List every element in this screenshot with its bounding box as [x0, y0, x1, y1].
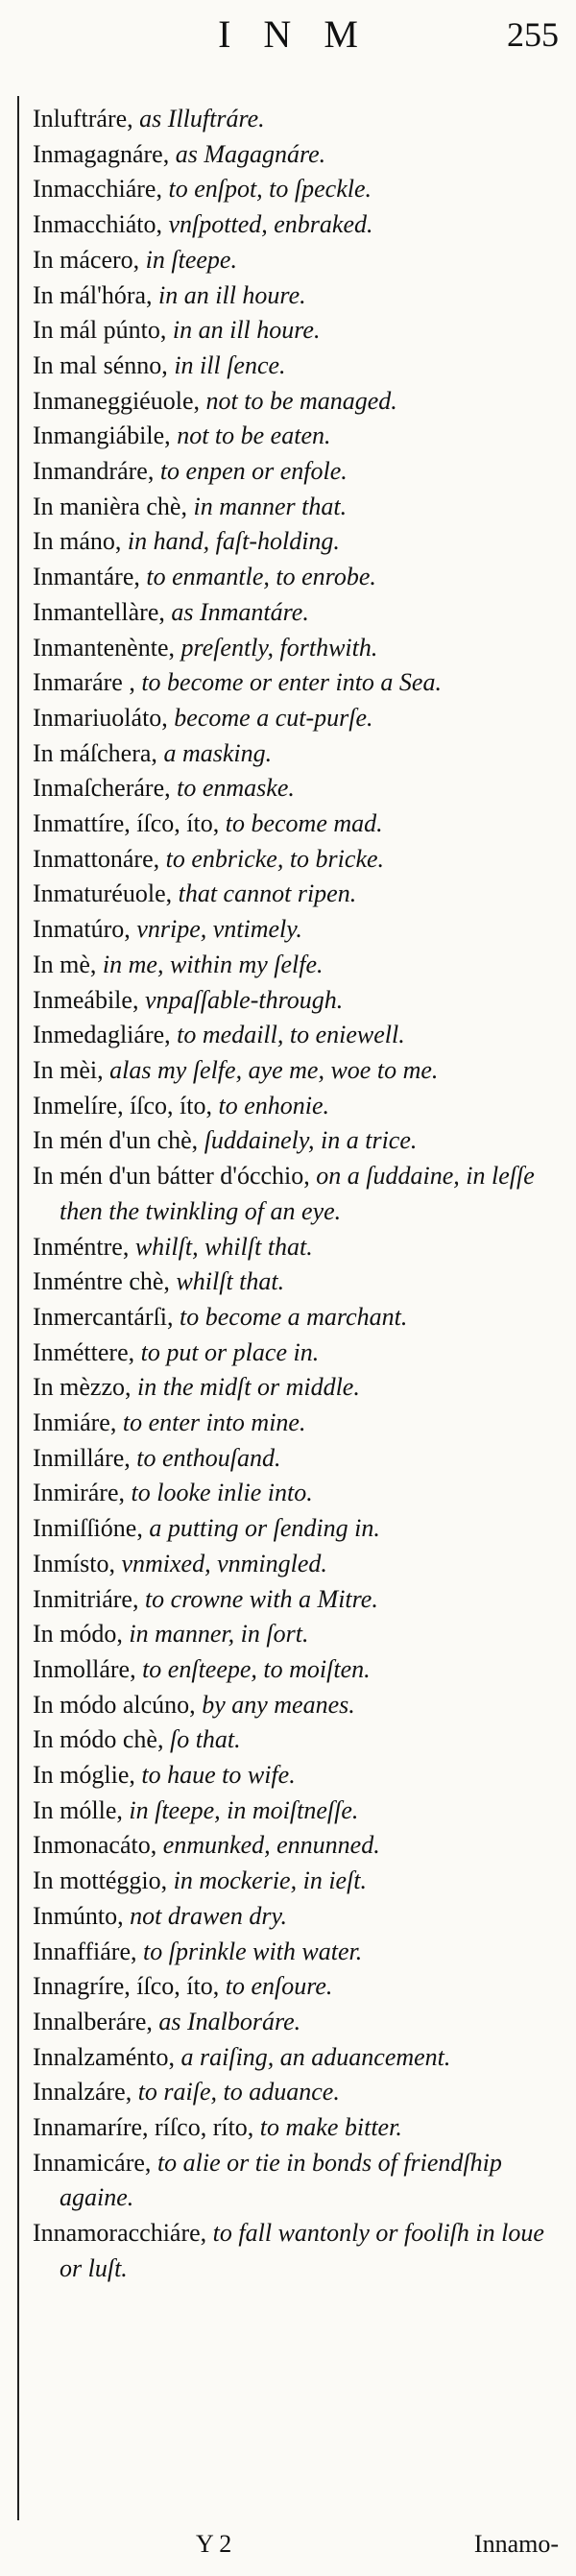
entry-headword: In mén d'un chè, — [33, 1126, 199, 1155]
dictionary-entry — [33, 1089, 559, 1124]
entry-gloss: that cannot ripen. — [172, 879, 357, 908]
entry-gloss: to fall wantonly or fooliſh in loue or luſt. — [60, 2219, 544, 2282]
entry-headword: Innaffiáre, — [33, 1937, 137, 1965]
entry-headword: In mál púnto, — [33, 316, 167, 345]
signature-mark: Y 2 — [196, 2530, 232, 2558]
dictionary-entry — [33, 771, 559, 807]
running-head — [0, 4, 576, 65]
entry-headword: Inmagagnáre, — [33, 139, 170, 168]
entry-headword: In mén d'un bátter d'ócchio, — [33, 1162, 310, 1191]
entry-gloss: to become mad. — [219, 809, 383, 838]
entry-gloss: to enbricke, to bricke. — [159, 844, 385, 873]
dictionary-entry — [33, 137, 559, 173]
dictionary-entry — [33, 419, 559, 454]
entry-gloss: not to be managed. — [200, 386, 397, 415]
entry-gloss: to enſpot, to ſpeckle. — [161, 175, 372, 204]
entry-gloss: to enſoure. — [219, 1972, 333, 2001]
entry-gloss: to become or enter into a Sea. — [134, 668, 442, 697]
entry-headword: In mólle, — [33, 1795, 123, 1824]
entry-headword: Inmariuoláto, — [33, 703, 168, 732]
entry-headword: Inmúnto, — [33, 1901, 124, 1930]
entry-headword: Innalzáre, — [33, 2078, 132, 2107]
entry-gloss: to enthouſand. — [130, 1443, 281, 1472]
entry-headword: Inmedagliáre, — [33, 1021, 171, 1049]
entry-gloss: to enter into mine. — [116, 1408, 306, 1437]
dictionary-entry — [33, 842, 559, 878]
entry-headword: In mácero, — [33, 245, 140, 274]
dictionary-entry — [33, 736, 559, 772]
entry-gloss: to enmantle, to enrobe. — [139, 563, 376, 591]
entry-headword: Inméttere, — [33, 1337, 135, 1366]
entry-headword: Innamicáre, — [33, 2148, 152, 2177]
entry-headword: In mè, — [33, 950, 97, 978]
entry-gloss: to alie or tie in bonds of friendſhip againe. — [60, 2148, 502, 2212]
entry-gloss: vnmixed, vnmingled. — [114, 1549, 327, 1577]
entry-gloss: preſently, forthwith. — [175, 633, 378, 662]
dictionary-entry — [33, 1511, 559, 1547]
dictionary-entry — [33, 1159, 559, 1229]
entry-headword: Inmonacáto, — [33, 1831, 157, 1860]
entry-gloss: to crowne with a Mitre. — [138, 1584, 378, 1613]
dictionary-entry — [33, 243, 559, 278]
entry-headword: In mèi, — [33, 1055, 104, 1084]
entry-headword: In mal sénno, — [33, 350, 168, 379]
entry-gloss: to enpen or enfole. — [154, 457, 348, 486]
dictionary-entry — [33, 912, 559, 948]
entry-gloss: not drawen dry. — [123, 1901, 288, 1930]
entry-headword: Inmolláre, — [33, 1654, 136, 1683]
entry-gloss: to enſteepe, to moiſten. — [135, 1654, 371, 1683]
entry-gloss: to make bitter. — [253, 2113, 402, 2142]
entry-gloss: vnripe, vntimely. — [130, 915, 302, 944]
entry-gloss: as Inmantáre. — [164, 597, 309, 626]
dictionary-entry — [33, 1264, 559, 1300]
dictionary-entry — [33, 1758, 559, 1794]
dictionary-entry — [33, 524, 559, 560]
entry-gloss: alas my ſelfe, aye me, woe to me. — [103, 1055, 439, 1084]
entry-gloss: become a cut-purſe. — [167, 703, 373, 732]
entry-headword: Inmattonáre, — [33, 844, 160, 873]
entry-gloss: in ſteepe. — [139, 245, 237, 274]
dictionary-entry — [33, 701, 559, 736]
entry-headword: Inmitriáre, — [33, 1584, 139, 1613]
entry-headword: In máno, — [33, 527, 122, 556]
dictionary-entry — [33, 1935, 559, 1970]
dictionary-entry — [33, 454, 559, 490]
dictionary-entry — [33, 1688, 559, 1723]
entry-headword: Inmiráre, — [33, 1479, 126, 1507]
dictionary-entry — [33, 1053, 559, 1089]
entry-headword: Inluftráre, — [33, 105, 133, 132]
entry-gloss: in me, within my ſelfe. — [96, 950, 324, 978]
entry-gloss: a raiſing, an aduancement. — [175, 2042, 451, 2071]
entry-headword: In módo chè, — [33, 1725, 164, 1754]
entry-gloss: to medaill, to eniewell. — [170, 1021, 405, 1049]
entry-gloss: in an ill houre. — [166, 316, 321, 345]
dictionary-entry — [33, 1300, 559, 1336]
entry-headword: Inmiáre, — [33, 1408, 117, 1437]
dictionary-entry — [33, 877, 559, 912]
entry-headword: In módo, — [33, 1620, 123, 1649]
entry-headword: In manièra chè, — [33, 492, 187, 520]
dictionary-entry — [33, 631, 559, 666]
entry-gloss: as Inalboráre. — [152, 2007, 301, 2035]
entry-list — [33, 102, 559, 2287]
entry-headword: Inmelíre, íſco, íto, — [33, 1091, 213, 1119]
dictionary-entry — [33, 1018, 559, 1053]
entry-headword: Inmandráre, — [33, 457, 155, 486]
page-footer — [33, 2523, 559, 2565]
entry-gloss: a putting or ſending in. — [142, 1514, 380, 1543]
dictionary-entry — [33, 983, 559, 1019]
entry-gloss: to ſprinkle with water. — [136, 1937, 363, 1965]
entry-headword: In móglie, — [33, 1761, 135, 1790]
dictionary-entry — [33, 2110, 559, 2146]
entry-gloss: a masking. — [156, 738, 273, 767]
entry-headword: Inmattíre, íſco, íto, — [33, 809, 220, 838]
entry-headword: Innamaríre, ríſco, ríto, — [33, 2113, 254, 2142]
entry-headword: Inméntre, — [33, 1232, 130, 1261]
entry-headword: Innamoracchiáre, — [33, 2219, 207, 2248]
entry-headword: Inmiſſióne, — [33, 1514, 143, 1543]
entry-gloss: as Magagnáre. — [169, 139, 326, 168]
entry-headword: Inmantáre, — [33, 563, 140, 591]
entry-gloss: in manner, in ſort. — [122, 1620, 309, 1649]
entry-gloss: ſuddainely, in a trice. — [198, 1126, 418, 1155]
entry-gloss: not to be eaten. — [170, 421, 331, 450]
dictionary-entry — [33, 1794, 559, 1829]
margin-rule — [17, 96, 19, 2520]
entry-headword: Inmangiábile, — [33, 421, 171, 450]
entry-headword: Inmeábile, — [33, 985, 139, 1014]
entry-headword: Innalzaménto, — [33, 2042, 175, 2071]
dictionary-entry — [33, 2040, 559, 2076]
dictionary-entry — [33, 207, 559, 243]
dictionary-entry — [33, 313, 559, 349]
entry-gloss: to enmaske. — [170, 774, 295, 803]
entry-gloss: to become a marchant. — [173, 1302, 408, 1331]
dictionary-entry — [33, 665, 559, 701]
entry-headword: Inmísto, — [33, 1549, 115, 1577]
dictionary-entry — [33, 1582, 559, 1618]
entry-headword: Inmaráre , — [33, 668, 135, 697]
dictionary-entry — [33, 1123, 559, 1159]
entry-gloss: in manner that. — [186, 492, 348, 520]
page-number: 255 — [507, 15, 559, 54]
entry-gloss: in an ill houre. — [152, 280, 306, 309]
dictionary-entry — [33, 948, 559, 983]
entry-headword: In mèzzo, — [33, 1373, 132, 1402]
dictionary-entry — [33, 1441, 559, 1477]
entry-gloss: to enhonie. — [212, 1091, 330, 1119]
entry-headword: Inmantellàre, — [33, 597, 165, 626]
entry-headword: Inmacchiáto, — [33, 210, 162, 239]
running-head-letters: INM — [218, 12, 391, 56]
entry-gloss: whilſt that. — [169, 1267, 285, 1296]
entry-headword: In mál'hóra, — [33, 280, 153, 309]
dictionary-entry — [33, 560, 559, 595]
dictionary-entry — [33, 490, 559, 525]
dictionary-entry — [33, 2075, 559, 2110]
entry-gloss: to put or place in. — [134, 1337, 320, 1366]
entry-gloss: in ill ſence. — [167, 350, 286, 379]
entry-headword: Inmilláre, — [33, 1443, 131, 1472]
entry-gloss: in the midſt or middle. — [131, 1373, 360, 1402]
entry-headword: Inmaneggiéuole, — [33, 386, 200, 415]
dictionary-entry — [33, 1864, 559, 1899]
dictionary-entry — [33, 1370, 559, 1406]
entry-headword: Inmantenènte, — [33, 633, 175, 662]
entry-gloss: as Illuftráre. — [132, 105, 265, 132]
dictionary-entry — [33, 102, 559, 137]
dictionary-entry — [33, 1899, 559, 1935]
entry-gloss: ſo that. — [163, 1725, 241, 1754]
catchword: Innamo- — [473, 2530, 559, 2558]
entry-gloss: enmunked, ennunned. — [156, 1831, 380, 1860]
entry-headword: Inmaturéuole, — [33, 879, 173, 908]
entry-headword: Inméntre chè, — [33, 1267, 170, 1296]
entry-gloss: in ſteepe, in moiſtneſſe. — [122, 1795, 359, 1824]
dictionary-entry — [33, 1722, 559, 1758]
entry-gloss: by any meanes. — [195, 1690, 355, 1719]
dictionary-entry — [33, 1336, 559, 1371]
dictionary-entry — [33, 172, 559, 207]
dictionary-entry — [33, 278, 559, 314]
entry-gloss: in hand, faſt-holding. — [121, 527, 340, 556]
entry-headword: Innagríre, íſco, íto, — [33, 1972, 220, 2001]
entry-headword: Inmaſcheráre, — [33, 774, 171, 803]
dictionary-entry — [33, 349, 559, 384]
entry-gloss: to raiſe, to aduance. — [132, 2078, 340, 2107]
entry-headword: In módo alcúno, — [33, 1690, 196, 1719]
entry-gloss: vnſpotted, enbraked. — [162, 210, 373, 239]
entry-headword: Inmacchiáre, — [33, 175, 162, 204]
entry-headword: Inmatúro, — [33, 915, 131, 944]
dictionary-entry — [33, 2146, 559, 2216]
dictionary-entry — [33, 384, 559, 420]
dictionary-entry — [33, 1476, 559, 1511]
entry-headword: In máſchera, — [33, 738, 157, 767]
dictionary-entry — [33, 1406, 559, 1441]
entry-headword: Inmercantárſi, — [33, 1302, 174, 1331]
entry-headword: In mottéggio, — [33, 1866, 168, 1895]
dictionary-entry — [33, 2005, 559, 2040]
entry-gloss: on a ſuddaine, in leſſe then the twinkling of an eye. — [60, 1162, 535, 1225]
dictionary-entry — [33, 1969, 559, 2005]
dictionary-entry — [33, 1828, 559, 1864]
dictionary-entry — [33, 1617, 559, 1652]
entry-gloss: to haue to wife. — [134, 1761, 296, 1790]
entry-gloss: whilſt, whilſt that. — [129, 1232, 313, 1261]
entry-gloss: vnpaſſable-through. — [138, 985, 344, 1014]
dictionary-entry — [33, 1230, 559, 1265]
entry-gloss: in mockerie, in ieſt. — [167, 1866, 368, 1895]
dictionary-entry — [33, 2216, 559, 2286]
dictionary-entry — [33, 595, 559, 631]
dictionary-entry — [33, 1652, 559, 1688]
dictionary-entry — [33, 807, 559, 842]
entry-headword: Innalberáre, — [33, 2007, 153, 2035]
entry-gloss: to looke inlie into. — [125, 1479, 313, 1507]
dictionary-entry — [33, 1547, 559, 1582]
